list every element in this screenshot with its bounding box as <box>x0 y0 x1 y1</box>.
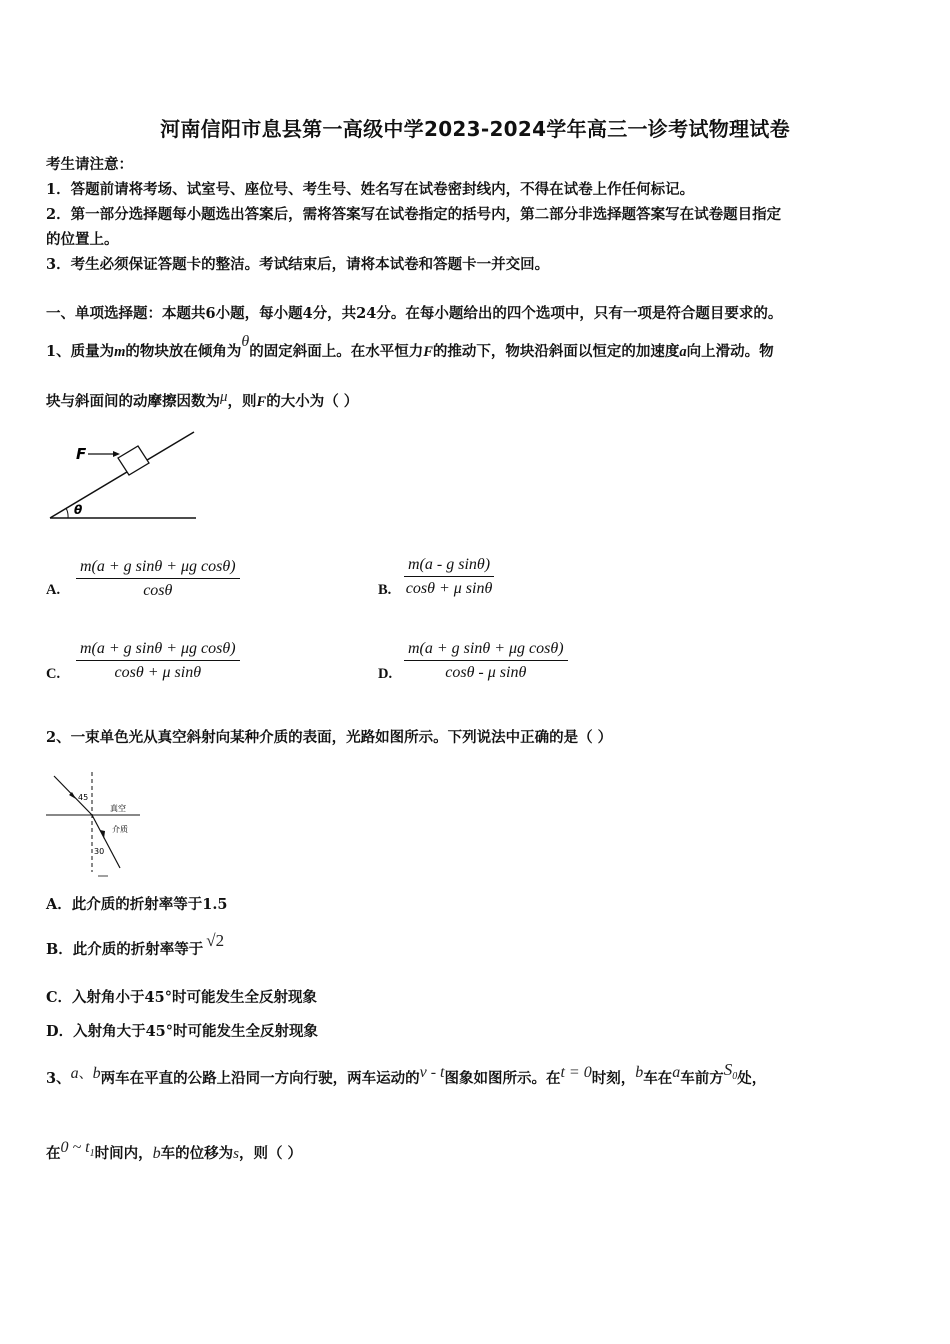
q1-option-a-denominator: cosθ <box>143 582 173 599</box>
q3-text-6: 车前方 <box>680 1070 724 1087</box>
q1-text-5: 向上滑动。物 <box>686 343 774 360</box>
q2-option-b <box>46 931 225 959</box>
notice-item-1: 1．答题前请将考场、试室号、座位号、考生号、姓名写在试卷密封线内，不得在试卷上作任何标记。 <box>46 181 695 198</box>
q2-option-d: D．入射角大于45°时可能发生全反射现象 <box>46 1023 319 1040</box>
q3-vt-symbol: v - t <box>419 1064 445 1081</box>
exam-title: 河南信阳市息县第一高级中学2023-2024学年高三一诊考试物理试卷 <box>160 117 790 141</box>
q1-option-a-label: A. <box>46 582 61 598</box>
q3-text-8: 在 <box>46 1145 61 1162</box>
q3-text-10: 车的位移为 <box>160 1145 234 1162</box>
q3-range-subscript: 1 <box>89 1148 95 1159</box>
medium-label: 介质 <box>112 825 128 834</box>
q1-text-8: 的大小为（ ） <box>266 393 359 410</box>
force-label: F <box>76 445 87 463</box>
q3-t0-symbol: t = 0 <box>560 1064 592 1081</box>
angle-arc <box>66 508 68 518</box>
q3-sep: 、 <box>78 1067 93 1082</box>
q3-text-2: 两车在平直的公路上沿同一方向行驶，两车运动的 <box>100 1070 420 1087</box>
q1-option-a-fraction <box>76 558 240 600</box>
q1-accel-symbol: a <box>679 344 687 360</box>
q2-option-c: C．入射角小于45°时可能发生全反射现象 <box>46 989 317 1006</box>
q1-text-4: 的推动下，物块沿斜面以恒定的加速度 <box>432 343 680 360</box>
q3-text-9: 时间内， <box>94 1145 153 1162</box>
force-arrow-head <box>113 451 120 457</box>
q3-text-5: 车在 <box>643 1070 673 1087</box>
angle-label: θ <box>74 503 83 517</box>
notice-item-2-cont: 的位置上。 <box>46 231 119 248</box>
q3-displacement-symbol: s <box>233 1146 239 1162</box>
q2-option-b-text: B．此介质的折射率等于 <box>46 941 204 958</box>
q3-stem-line2 <box>46 1139 303 1163</box>
incident-angle-label: 45 <box>78 793 89 802</box>
refracted-angle-label: 30 <box>94 847 105 856</box>
q1-text-6: 块与斜面间的动摩擦因数为 <box>46 393 220 410</box>
q1-option-d-label: D. <box>378 666 393 682</box>
q1-text-2: 的物块放在倾角为 <box>125 343 242 360</box>
q2-stem: 2、一束单色光从真空斜射向某种介质的表面，光路如图所示。下列说法中正确的是（ ） <box>46 729 613 746</box>
q1-option-b-denominator: cosθ + μ sinθ <box>405 580 493 597</box>
q1-stem-line1 <box>46 333 774 361</box>
q3-car-b-3: b <box>152 1145 161 1162</box>
q3-range-symbol: 0 ~ t <box>60 1139 90 1156</box>
q3-text-3: 图象如图所示。在 <box>444 1070 561 1087</box>
block-shape <box>118 446 149 475</box>
q2-refraction-figure <box>44 768 144 880</box>
q1-option-b-fraction <box>404 556 494 598</box>
q1-text-1: 1、质量为 <box>46 343 115 360</box>
q3-text-4: 时刻， <box>591 1070 636 1087</box>
q3-car-a: a <box>70 1065 79 1082</box>
q1-force-symbol: F <box>423 344 433 360</box>
q3-text-11: ，则（ ） <box>238 1145 303 1162</box>
q3-text-1: 3、 <box>46 1070 71 1087</box>
notice-item-2: 2．第一部分选择题每小题选出答案后，需将答案写在试卷指定的括号内，第二部分非选择题答案写在试卷题目指定 <box>46 206 782 223</box>
notice-item-3: 3．考生必须保证答题卡的整洁。考试结束后，请将本试卷和答题卡一并交回。 <box>46 256 550 273</box>
refracted-ray <box>92 815 120 868</box>
q1-theta-symbol: θ <box>241 333 250 350</box>
q3-s0-subscript: 0 <box>732 1071 738 1082</box>
incline-line <box>50 432 194 518</box>
q1-option-a-numerator: m(a + g sinθ + μg cosθ) <box>76 558 240 579</box>
q1-option-c-denominator: cosθ + μ sinθ <box>114 664 202 681</box>
q1-option-d-fraction <box>404 640 568 682</box>
q1-text-3: 的固定斜面上。在水平恒力 <box>249 343 424 360</box>
q1-incline-figure <box>44 425 204 525</box>
q1-option-b-label: B. <box>378 582 392 598</box>
q3-s0-symbol: S <box>723 1060 733 1079</box>
q3-car-b: b <box>92 1065 101 1082</box>
q1-option-d-denominator: cosθ - μ sinθ <box>445 664 527 681</box>
q2-option-a: A．此介质的折射率等于1.5 <box>46 896 228 913</box>
section-1-heading: 一、单项选择题：本题共6小题，每小题4分，共24分。在每小题给出的四个选项中，只有一项是符合题目要求的。 <box>46 305 783 322</box>
q1-stem-line2 <box>46 390 358 411</box>
q1-force-symbol-2: F <box>256 394 267 410</box>
q1-option-b-numerator: m(a - g sinθ) <box>404 556 494 577</box>
q1-option-c-fraction <box>76 640 240 682</box>
q3-text-7: 处， <box>737 1070 767 1087</box>
notice-heading: 考生请注意： <box>46 156 133 173</box>
q2-option-b-sqrt: √2 <box>206 931 225 950</box>
q1-mass-symbol: m <box>114 344 126 360</box>
q1-option-c-label: C. <box>46 666 61 682</box>
q1-option-d-numerator: m(a + g sinθ + μg cosθ) <box>404 640 568 661</box>
q1-mu-symbol: μ <box>220 389 228 405</box>
q1-option-c-numerator: m(a + g sinθ + μg cosθ) <box>76 640 240 661</box>
q1-text-7: ，则 <box>227 393 257 410</box>
q3-car-b-2: b <box>635 1064 644 1081</box>
vacuum-label: 真空 <box>110 804 126 813</box>
q3-car-a-2: a <box>672 1064 681 1081</box>
q3-stem-line1 <box>46 1060 767 1088</box>
